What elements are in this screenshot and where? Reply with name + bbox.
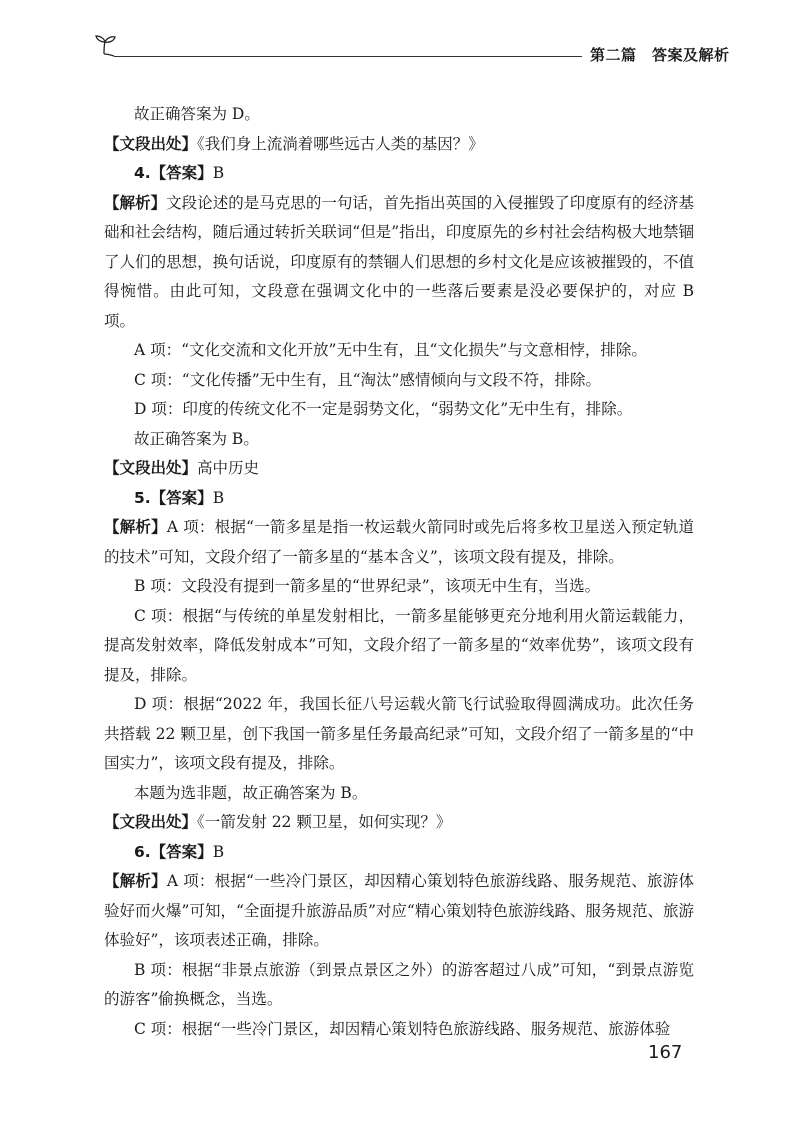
paragraph: [104, 602, 694, 691]
paragraph-text: C 项：根据“与传统的单星发射相比，一箭多星能够更充分地利用火箭运载能力，提高发射效率，降低发射成本”可知，文段介绍了一箭多星的“效率优势”，该项文段有提及，排除。: [104, 606, 694, 684]
body-text: [104, 100, 694, 1044]
sprout-icon: [92, 30, 120, 58]
paragraph: [104, 808, 694, 838]
page-header: [92, 30, 730, 64]
paragraph-text: C 项：“文化传播”无中生有，且“淘汰”感情倾向与文段不符，排除。: [134, 370, 601, 389]
paragraph-text: D 项：根据“2022 年，我国长征八号运载火箭飞行试验取得圆满成功。此次任务共搭载 22 颗卫星，创下我国一箭多星任务最高纪录”可知，文段介绍了一箭多星的“中国实力”，该项文段有提及，排除。: [104, 695, 694, 772]
paragraph: [104, 336, 694, 366]
section-tag: 4.【答案】: [134, 164, 213, 182]
paragraph-text: 本题为选非题，故正确答案为 B。: [134, 783, 368, 802]
paragraph: [104, 189, 694, 337]
paragraph: [104, 956, 694, 1015]
paragraph: [104, 513, 694, 572]
paragraph-text: 故正确答案为 D。: [134, 105, 260, 123]
paragraph-text: B: [212, 842, 225, 861]
paragraph-text: B 项：文段没有提到一箭多星的“世界纪录”，该项无中生有，当选。: [134, 577, 601, 595]
paragraph: [104, 690, 694, 779]
paragraph-text: B: [212, 488, 225, 507]
paragraph: [104, 130, 694, 160]
paragraph: [104, 395, 694, 425]
paragraph-text: B 项：根据“非景点旅游（到景点景区之外）的游客超过八成”可知，“到景点游览的游客”偷换概念，当选。: [104, 960, 694, 1008]
paragraph-text: 高中历史: [197, 459, 260, 477]
paragraph: [104, 1015, 694, 1045]
paragraph: [104, 838, 694, 868]
page-number: 167: [648, 1042, 683, 1063]
paragraph: [104, 454, 694, 484]
paragraph: [104, 779, 694, 809]
section-tag: 6.【答案】: [134, 842, 213, 861]
section-tag: 【文段出处】: [104, 134, 198, 153]
section-tag: 【文段出处】: [104, 813, 198, 831]
header-rule: [114, 56, 582, 57]
paragraph-text: 故正确答案为 B。: [134, 429, 259, 448]
paragraph-text: 《一箭发射 22 颗卫星，如何实现？》: [197, 813, 452, 831]
paragraph: [104, 100, 694, 130]
paragraph: [104, 425, 694, 455]
section-tag: 5.【答案】: [134, 488, 213, 507]
paragraph: [104, 159, 694, 189]
running-header-title: 第二篇 答案及解析: [590, 46, 730, 64]
paragraph: [104, 867, 694, 956]
paragraph-text: 《我们身上流淌着哪些远古人类的基因？》: [197, 134, 484, 153]
section-tag: 【解析】: [104, 872, 167, 890]
paragraph-text: B: [212, 164, 225, 182]
paragraph-text: A 项：根据“一箭多星是指一枚运载火箭同时或先后将多枚卫星送入预定轨道的技术”可知，文段介绍了一箭多星的“基本含义”，该项文段有提及，排除。: [104, 518, 694, 566]
paragraph-text: A 项：“文化交流和文化开放”无中生有，且“文化损失”与文意相悖，排除。: [134, 341, 647, 359]
paragraph: [104, 572, 694, 602]
paragraph-text: C 项：根据“一些冷门景区，却因精心策划特色旅游线路、服务规范、旅游体验: [134, 1019, 671, 1038]
section-tag: 【文段出处】: [104, 459, 198, 477]
section-tag: 【解析】: [104, 193, 167, 212]
paragraph-text: 文段论述的是马克思的一句话，首先指出英国的入侵摧毁了印度原有的经济基础和社会结构，随后通过转折关联词“但是”指出，印度原先的乡村社会结构极大地禁锢了人们的思想，换句话说，印度原有的禁锢人们思想的乡村文化是应该被摧毁的，不值得惋惜。由此可知，文段意在强调文化中的一些落后要素是没必要保护的，对应 B 项。: [104, 193, 694, 330]
paragraph-text: A 项：根据“一些冷门景区，却因精心策划特色旅游线路、服务规范、旅游体验好而火爆”可知，“全面提升旅游品质”对应“精心策划特色旅游线路、服务规范、旅游体验好”，该项表述正确，排除。: [104, 872, 694, 949]
section-tag: 【解析】: [104, 518, 167, 536]
paragraph-text: D 项：印度的传统文化不一定是弱势文化，“弱势文化”无中生有，排除。: [134, 400, 633, 418]
paragraph: [104, 366, 694, 396]
paragraph: [104, 484, 694, 514]
